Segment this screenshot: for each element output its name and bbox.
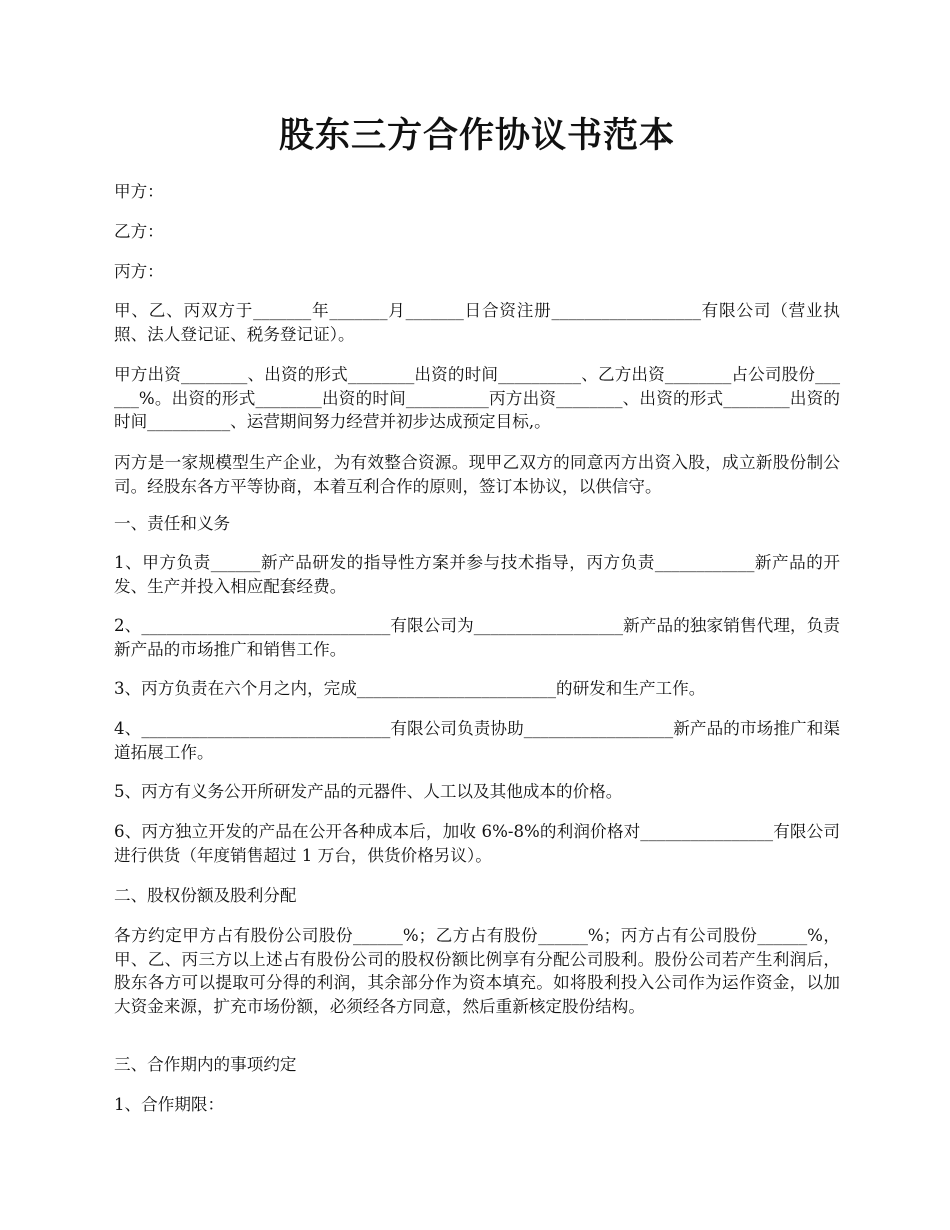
intro-registration-paragraph: 甲、乙、丙双方于_______年_______月_______日合资注册__________________有限公司（营业执照、法人登记证、税务登记证）。: [114, 301, 840, 344]
party-a-label: 甲方：: [114, 182, 164, 201]
capital-contribution-paragraph: 甲方出资________、出资的形式________出资的时间__________、乙方出资________占公司股份______%。出资的形式________出资的时间__________丙方出资________、出资的形式________出资的时间__________、运营期间努力经营并初步达成预定目标,。: [114, 365, 840, 431]
section1-heading: 一、责任和义务: [114, 514, 231, 533]
section2-body: 各方约定甲方占有股份公司股份______%；乙方占有股份______%；丙方占有公司股份______%，甲、乙、丙三方以上述占有股份公司的股权份额比例享有分配公司股利。股份公司若产生利润后，股东各方可以提取可分得的利润，其余部分作为资本填充。如将股利投入公司作为运作资金，以加大资金来源，扩充市场份额，必须经各方同意，然后重新核定股份结构。: [114, 926, 840, 1016]
background-paragraph: 丙方是一家规模型生产企业，为有效整合资源。现甲乙双方的同意丙方出资入股，成立新股份制公司。经股东各方平等协商，本着互利合作的原则，签订本协议，以供信守。: [114, 453, 840, 496]
party-b-label: 乙方：: [114, 222, 164, 241]
section1-item1: 1、甲方负责______新产品研发的指导性方案并参与技术指导，丙方负责____________新产品的开发、生产并投入相应配套经费。: [114, 553, 840, 596]
section3-item1: 1、合作期限：: [114, 1095, 225, 1114]
section1-item3: 3、丙方负责在六个月之内，完成________________________的研发和生产工作。: [114, 679, 706, 698]
section1-item6: 6、丙方独立开发的产品在公开各种成本后，加收 6%-8%的利润价格对________________有限公司进行供货（年度销售超过 1 万台，供货价格另议）。: [114, 822, 840, 865]
party-c-label: 丙方：: [114, 262, 164, 281]
section2-heading: 二、股权份额及股利分配: [114, 886, 297, 905]
section1-item5: 5、丙方有义务公开所研发产品的元器件、人工以及其他成本的价格。: [114, 782, 623, 801]
section1-item2: 2、______________________________有限公司为__________________新产品的独家销售代理，负责新产品的市场推广和销售工作。: [114, 616, 840, 659]
section3-heading: 三、合作期内的事项约定: [114, 1055, 297, 1074]
document-title: 股东三方合作协议书范本: [278, 115, 675, 156]
section1-item4: 4、______________________________有限公司负责协助__________________新产品的市场推广和渠道拓展工作。: [114, 719, 840, 762]
